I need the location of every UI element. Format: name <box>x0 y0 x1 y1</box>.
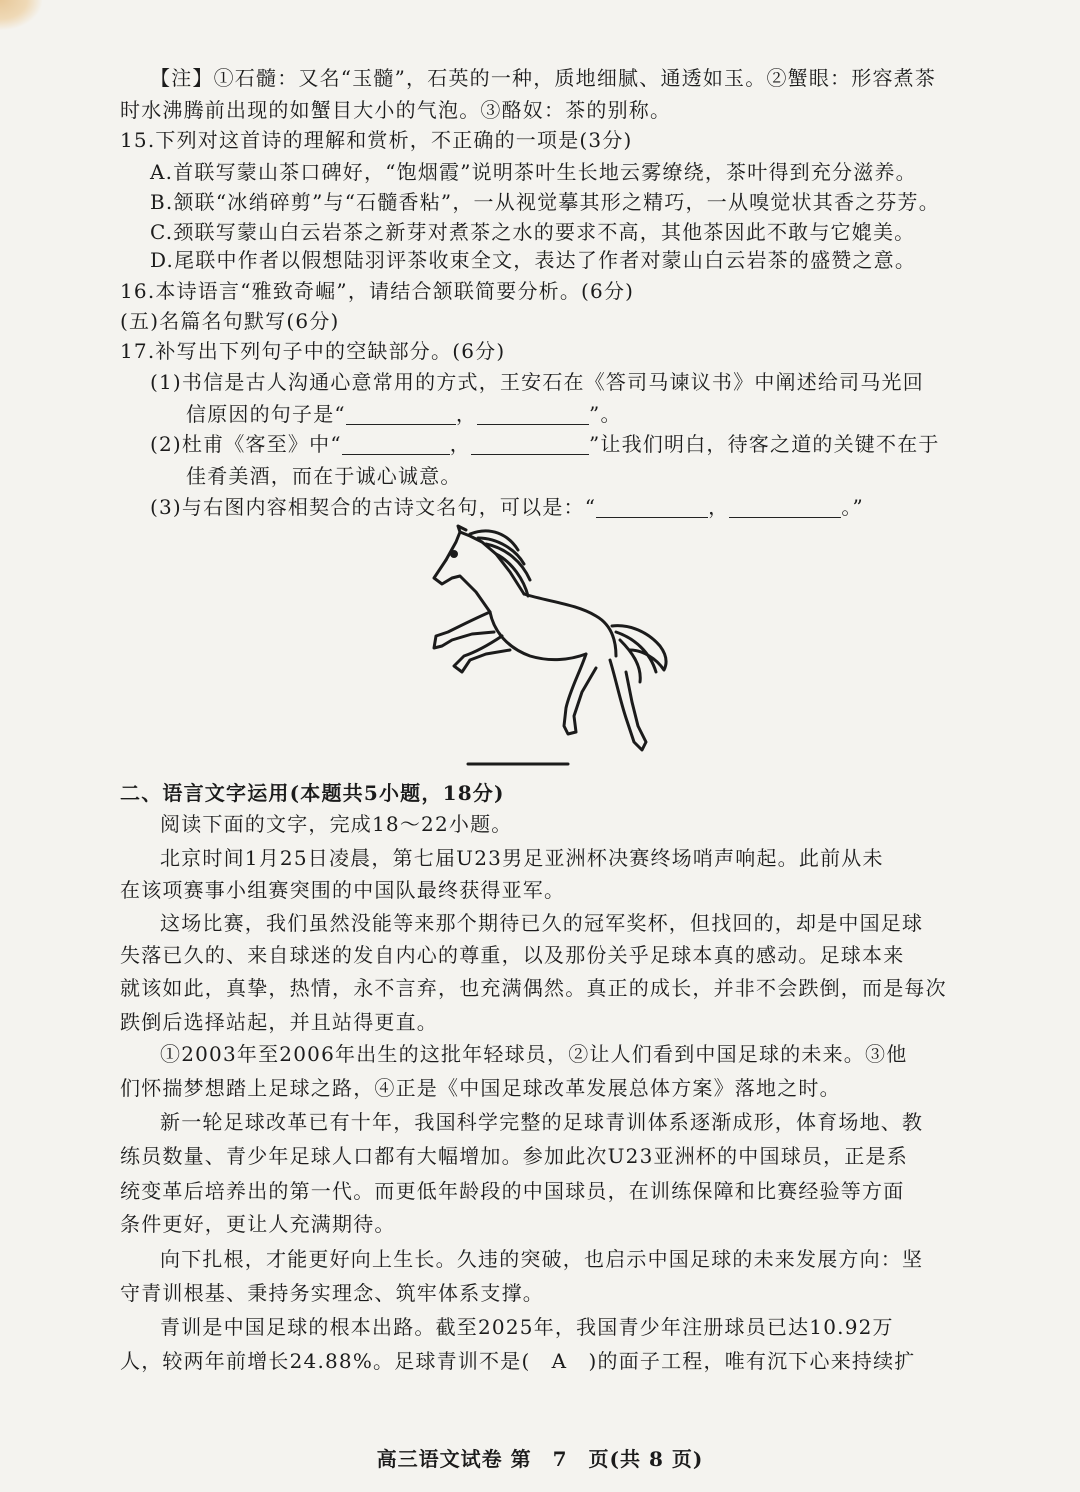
q15-stem: 15.下列对这首诗的理解和赏析，不正确的一项是(3分) <box>120 128 633 152</box>
q17-part3-line <box>150 491 864 520</box>
horse-tail <box>612 626 666 682</box>
q15-option-a: A.首联写蒙山茶口碑好，“饱烟霞”说明茶叶生长地云雾缭绕，茶叶得到充分滋养。 <box>150 160 917 184</box>
section-2-title: 二、语言文字运用(本题共5小题，18分) <box>120 781 505 805</box>
q17-part3-prefix: (3)与右图内容相契合的古诗文名句，可以是：“ <box>150 495 597 519</box>
q17-part2-prefix: (2)杜甫《客至》中“ <box>150 432 342 456</box>
note-line-1: 【注】①石髓：又名“玉髓”，石英的一种，质地细腻、通透如玉。②蟹眼：形容煮茶 <box>150 66 937 90</box>
q17-part1-line1: (1)书信是古人沟通心意常用的方式，王安石在《答司马谏议书》中阐述给司马光回 <box>150 370 924 394</box>
passage-line: 在该项赛事小组赛突围的中国队最终获得亚军。 <box>120 878 566 902</box>
comma: ， <box>449 432 471 456</box>
q17-part1-blank-1[interactable] <box>346 404 456 425</box>
horse-back <box>524 594 616 656</box>
note-line-2: 时水沸腾前出现的如蟹目大小的气泡。③酪奴：茶的别称。 <box>120 98 672 122</box>
q17-part3-blank-1[interactable] <box>596 497 708 518</box>
q15-option-b: B.颔联“冰绡碎剪”与“石髓香粘”，一从视觉摹其形之精巧，一从嗅觉状其香之芬芳。 <box>150 190 940 214</box>
q15-option-c: C.颈联写蒙山白云岩茶之新芽对煮茶之水的要求不高，其他茶因此不敢与它媲美。 <box>150 220 916 244</box>
q17-part1-end: ”。 <box>589 402 622 426</box>
section-5-heading: (五)名篇名句默写(6分) <box>120 309 340 333</box>
passage-line: 练员数量、青少年足球人口都有大幅增加。参加此次U23亚洲杯的中国球员，正是系 <box>120 1144 908 1168</box>
passage-line: 跌倒后选择站起，并且站得更直。 <box>120 1010 438 1034</box>
q17-part1-blank-2[interactable] <box>477 404 589 425</box>
comma: ， <box>455 402 478 426</box>
passage-line: 新一轮足球改革已有十年，我国科学完整的足球青训体系逐渐成形，体育场地、教 <box>160 1110 924 1134</box>
passage-line: 这场比赛，我们虽然没能等来那个期待已久的冠军奖杯，但找回的，却是中国足球 <box>160 911 924 935</box>
horse-hind-leg-1 <box>564 654 596 734</box>
galloping-horse-illustration <box>420 520 680 770</box>
passage-line: 统变革后培养出的第一代。而更低年龄段的中国球员，在训练保障和比赛经验等方面 <box>120 1179 905 1203</box>
passage-line: 向下扎根，才能更好向上生长。久违的突破，也启示中国足球的未来发展方向：坚 <box>160 1247 924 1271</box>
horse-head <box>434 560 490 612</box>
page-corner-stain <box>0 0 42 30</box>
passage-line: 北京时间1月25日凌晨，第七届U23男足亚洲杯决赛终场哨声响起。此前从未 <box>160 846 884 870</box>
q17-part1-line2 <box>186 398 622 427</box>
q17-part2-line1 <box>150 428 940 457</box>
passage-line: 守青训根基、秉持务实理念、筑牢体系支撑。 <box>120 1281 544 1305</box>
passage-line: 人，较两年前增长24.88%。足球青训不是( A )的面子工程，唯有沉下心来持续扩 <box>120 1349 916 1373</box>
horse-eye <box>452 552 457 557</box>
q17-part3-blank-2[interactable] <box>729 497 841 518</box>
page-footer: 高三语文试卷 第 7 页(共 8 页) <box>376 1447 704 1471</box>
passage-line: 们怀揣梦想踏上足球之路，④正是《中国足球改革发展总体方案》落地之时。 <box>120 1076 841 1100</box>
passage-line: 青训是中国足球的根本出路。截至2025年，我国青少年注册球员已达10.92万 <box>160 1315 894 1339</box>
q17-part2-suffix: ”让我们明白，待客之道的关键不在于 <box>588 432 940 456</box>
q17-part2-blank-1[interactable] <box>342 434 450 455</box>
comma: ， <box>708 495 730 519</box>
q17-part2-blank-2[interactable] <box>471 434 589 455</box>
q15-option-d: D.尾联中作者以假想陆羽评茶收束全文，表达了作者对蒙山白云岩茶的盛赞之意。 <box>150 248 917 272</box>
q17-part1-prefix: 信原因的句子是“ <box>186 402 346 426</box>
horse-ear <box>458 526 466 532</box>
horse-front-leg-2 <box>454 636 510 672</box>
q16-stem: 16.本诗语言“雅致奇崛”，请结合颔联简要分析。(6分) <box>120 279 635 303</box>
horse-belly <box>490 612 586 660</box>
passage-line: 条件更好，更让人充满期待。 <box>120 1212 396 1236</box>
passage-line: ①2003年至2006年出生的这批年轻球员，②让人们看到中国足球的未来。③他 <box>160 1042 908 1066</box>
passage-line: 就该如此，真挚，热情，永不言弃，也充满偶然。真正的成长，并非不会跌倒，而是每次 <box>120 976 947 1000</box>
passage-line: 失落已久的、来自球迷的发自内心的尊重，以及那份关乎足球本真的感动。足球本来 <box>120 943 905 967</box>
section-2-intro: 阅读下面的文字，完成18～22小题。 <box>160 812 513 836</box>
q17-part2-line2: 佳肴美酒，而在于诚心诚意。 <box>186 464 462 488</box>
q17-stem: 17.补写出下列句子中的空缺部分。(6分) <box>120 339 506 363</box>
horse-front-leg-1 <box>434 612 494 648</box>
q17-part3-end: 。” <box>841 495 864 519</box>
